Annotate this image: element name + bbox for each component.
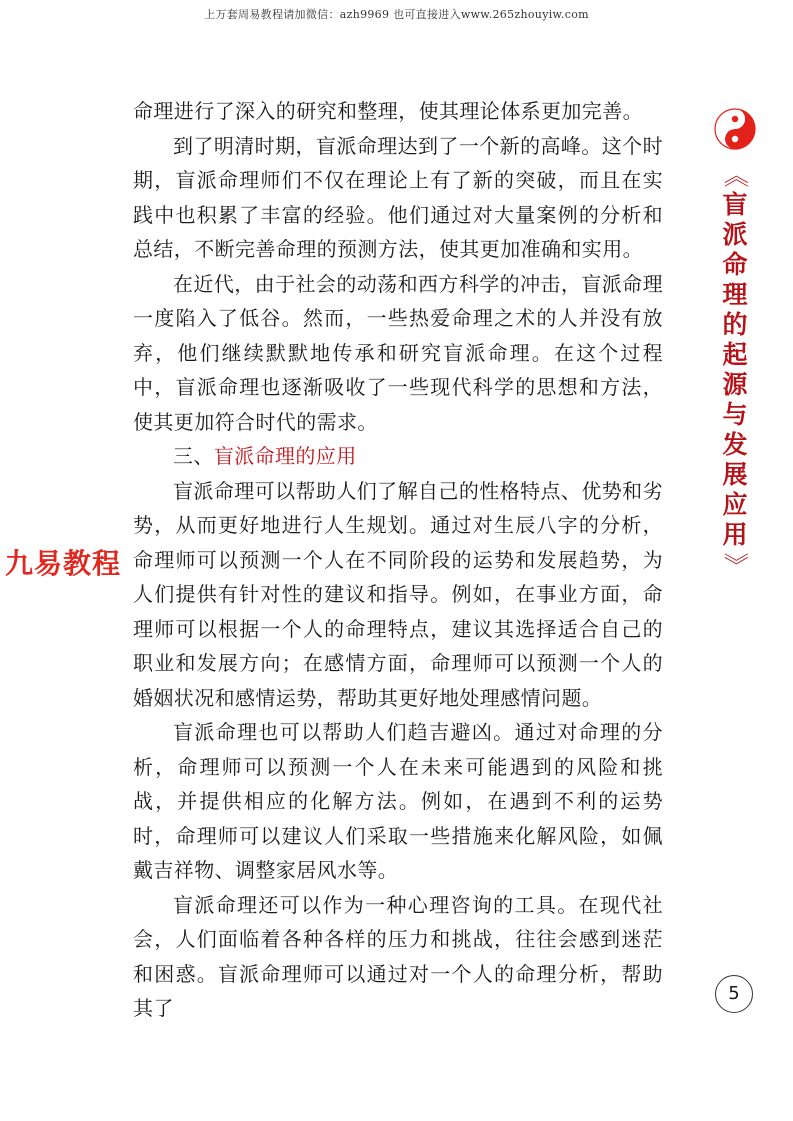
taiji-icon [712, 106, 758, 152]
title-char: 应 [722, 490, 748, 519]
page-number: 5 [715, 975, 753, 1013]
title-char: 理 [722, 280, 748, 309]
paragraph-6: 盲派命理还可以作为一种心理咨询的工具。在现代社会，人们面临着各种各样的压力和挑战，往往会感到迷茫和困惑。盲派命理师可以通过对一个人的命理分析，帮助其了 [133, 892, 663, 1020]
paragraph-5: 盲派命理也可以帮助人们趋吉避凶。通过对命理的分析，命理师可以预测一个人在未来可能遇到的风险和挑战，并提供相应的化解方法。例如，在遇到不利的运势时，命理师可以建议人们采取一些措施来化解风险，如佩戴吉祥物、调整家居风水等。 [133, 720, 663, 882]
title-char: 发 [722, 430, 748, 459]
paragraph-1: 命理进行了深入的研究和整理，使其理论体系更加完善。 [133, 99, 643, 123]
side-book-title [717, 160, 753, 580]
title-char: 命 [722, 250, 748, 279]
section-heading-number: 三、 [173, 444, 214, 468]
section-heading-text: 盲派命理的应用 [213, 444, 357, 468]
title-char: 源 [722, 370, 748, 399]
title-char: 盲 [722, 190, 748, 219]
title-close-quote: 》 [721, 552, 750, 578]
paragraph-3: 在近代，由于社会的动荡和西方科学的冲击，盲派命理一度陷入了低谷。然而，一些热爱命理之术的人并没有放弃，他们继续默默地传承和研究盲派命理。在这个过程中，盲派命理也逐渐吸收了一些现代科学的思想和方法，使其更加符合时代的需求。 [133, 271, 663, 434]
paragraph-4: 盲派命理可以帮助人们了解自己的性格特点、优势和劣势，从而更好地进行人生规划。通过对生辰八字的分析，命理师可以预测一个人在不同阶段的运势和发展趋势，为人们提供有针对性的建议和指导。例如，在事业方面，命理师可以根据一个人的命理特点，建议其选择适合自己的职业和发展方向；在感情方面，命理师可以预测一个人的婚姻状况和感情运势，帮助其更好地处理感情问题。 [133, 478, 663, 710]
title-char: 派 [722, 220, 748, 249]
title-open-quote: 《 [721, 162, 750, 188]
title-char: 的 [722, 310, 748, 339]
title-char: 起 [722, 340, 748, 369]
section-heading [133, 439, 663, 474]
paragraph-2: 到了明清时期，盲派命理达到了一个新的高峰。这个时期，盲派命理师们不仅在理论上有了新的突破，而且在实践中也积累了丰富的经验。他们通过对大量案例的分析和总结，不断完善命理的预测方法，使其更加准确和实用。 [133, 133, 663, 261]
title-char: 展 [722, 460, 748, 489]
title-char: 用 [722, 520, 748, 549]
body-text [133, 94, 663, 1026]
title-char: 与 [722, 400, 748, 429]
top-promo-note: 上万套周易教程请加微信：azh9969 也可直接进入www.265zhouyiw.com [204, 8, 589, 21]
watermark-logo: 九易教程 [5, 547, 122, 580]
